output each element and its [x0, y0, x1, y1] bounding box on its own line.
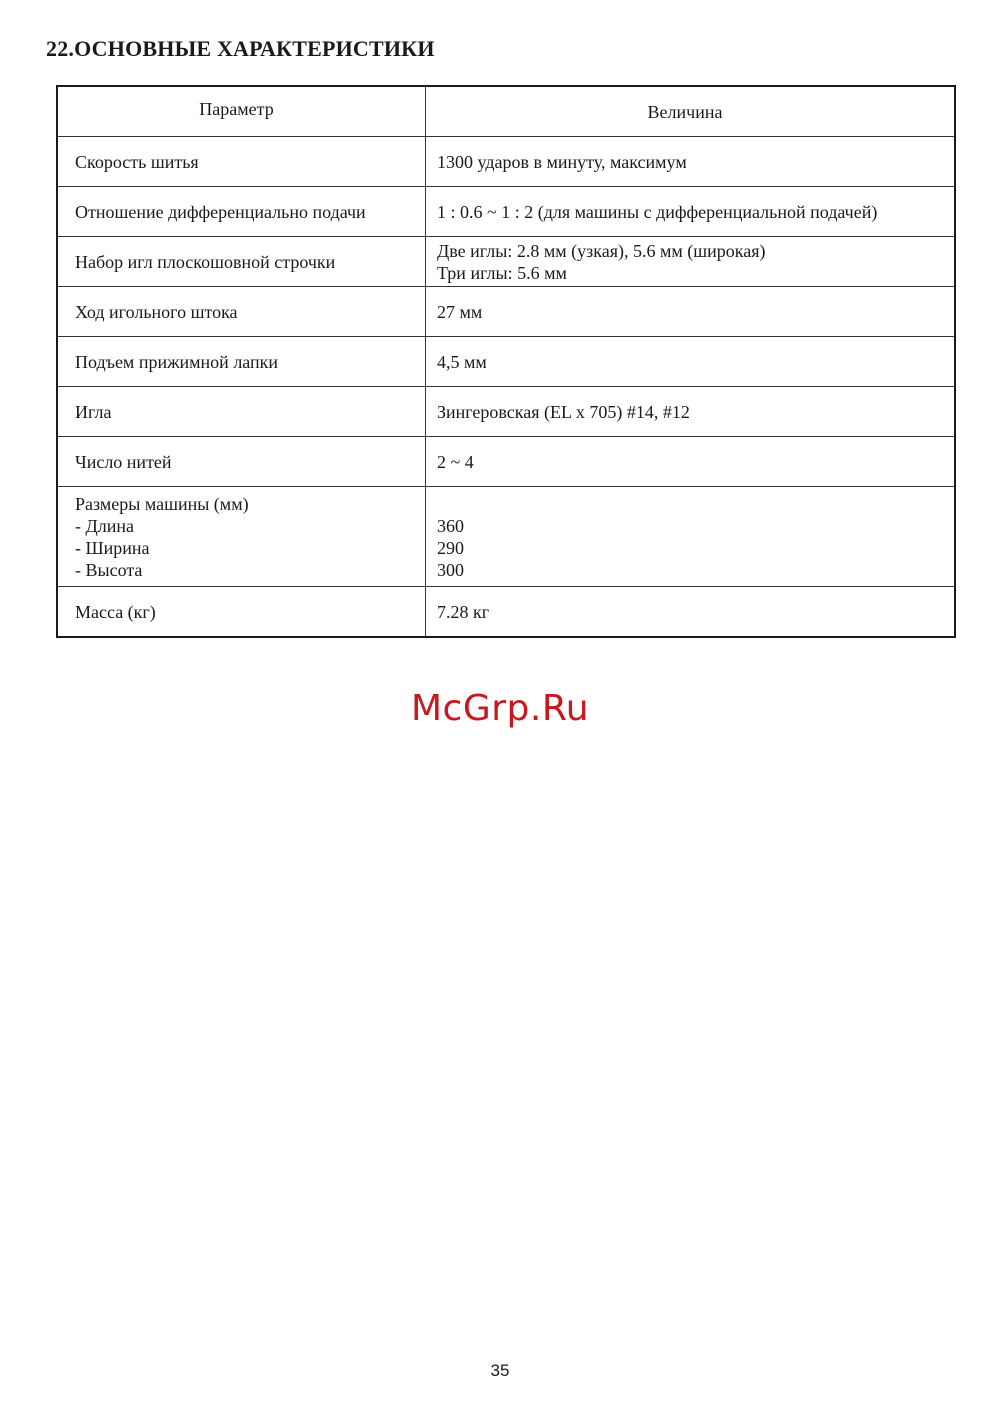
table-row [57, 337, 955, 387]
table-row [57, 437, 955, 487]
table-row [57, 587, 955, 638]
table-row [57, 137, 955, 187]
row-value: Зингеровская (EL x 705) #14, #12 [426, 387, 956, 437]
row-param: Число нитей [57, 437, 426, 487]
row-value: 2 ~ 4 [426, 437, 956, 487]
value-line [437, 493, 944, 515]
page-number: 35 [490, 1361, 510, 1380]
row-value [426, 237, 956, 287]
row-param: Отношение дифференциально подачи [57, 187, 426, 237]
row-param: Подъем прижимной лапки [57, 337, 426, 387]
value-line: 360 [437, 515, 464, 536]
row-value: 27 мм [426, 287, 956, 337]
value-line: 300 [437, 559, 464, 580]
table-row [57, 287, 955, 337]
table-row [57, 387, 955, 437]
value-line: Две иглы: 2.8 мм (узкая), 5.6 мм (широкая) [437, 240, 766, 261]
row-value: 1 : 0.6 ~ 1 : 2 (для машины с дифференциальной подачей) [426, 187, 956, 237]
value-line: Три иглы: 5.6 мм [437, 262, 567, 283]
row-value: 1300 ударов в минуту, максимум [426, 137, 956, 187]
param-line: - Ширина [75, 537, 150, 558]
row-value [426, 487, 956, 587]
param-line: Размеры машины (мм) [75, 493, 249, 514]
row-param: Набор игл плоскошовной строчки [57, 237, 426, 287]
table-row [57, 487, 955, 587]
specifications-table [56, 85, 956, 638]
row-param: Игла [57, 387, 426, 437]
table-row [57, 237, 955, 287]
watermark-logo: McGrp.Ru [410, 688, 590, 729]
row-param: Скорость шитья [57, 137, 426, 187]
table-row [57, 187, 955, 237]
row-param: Масса (кг) [57, 587, 426, 638]
row-param [57, 487, 426, 587]
param-line: - Высота [75, 559, 143, 580]
header-param: Параметр [57, 86, 426, 137]
row-value: 4,5 мм [426, 337, 956, 387]
row-param: Ход игольного штока [57, 287, 426, 337]
row-value: 7.28 кг [426, 587, 956, 638]
section-title: 22.ОСНОВНЫЕ ХАРАКТЕРИСТИКИ [46, 36, 435, 61]
param-line: - Длина [75, 515, 135, 536]
table-header-row [57, 86, 955, 137]
value-line: 290 [437, 537, 464, 558]
header-value: Величина [426, 86, 956, 137]
